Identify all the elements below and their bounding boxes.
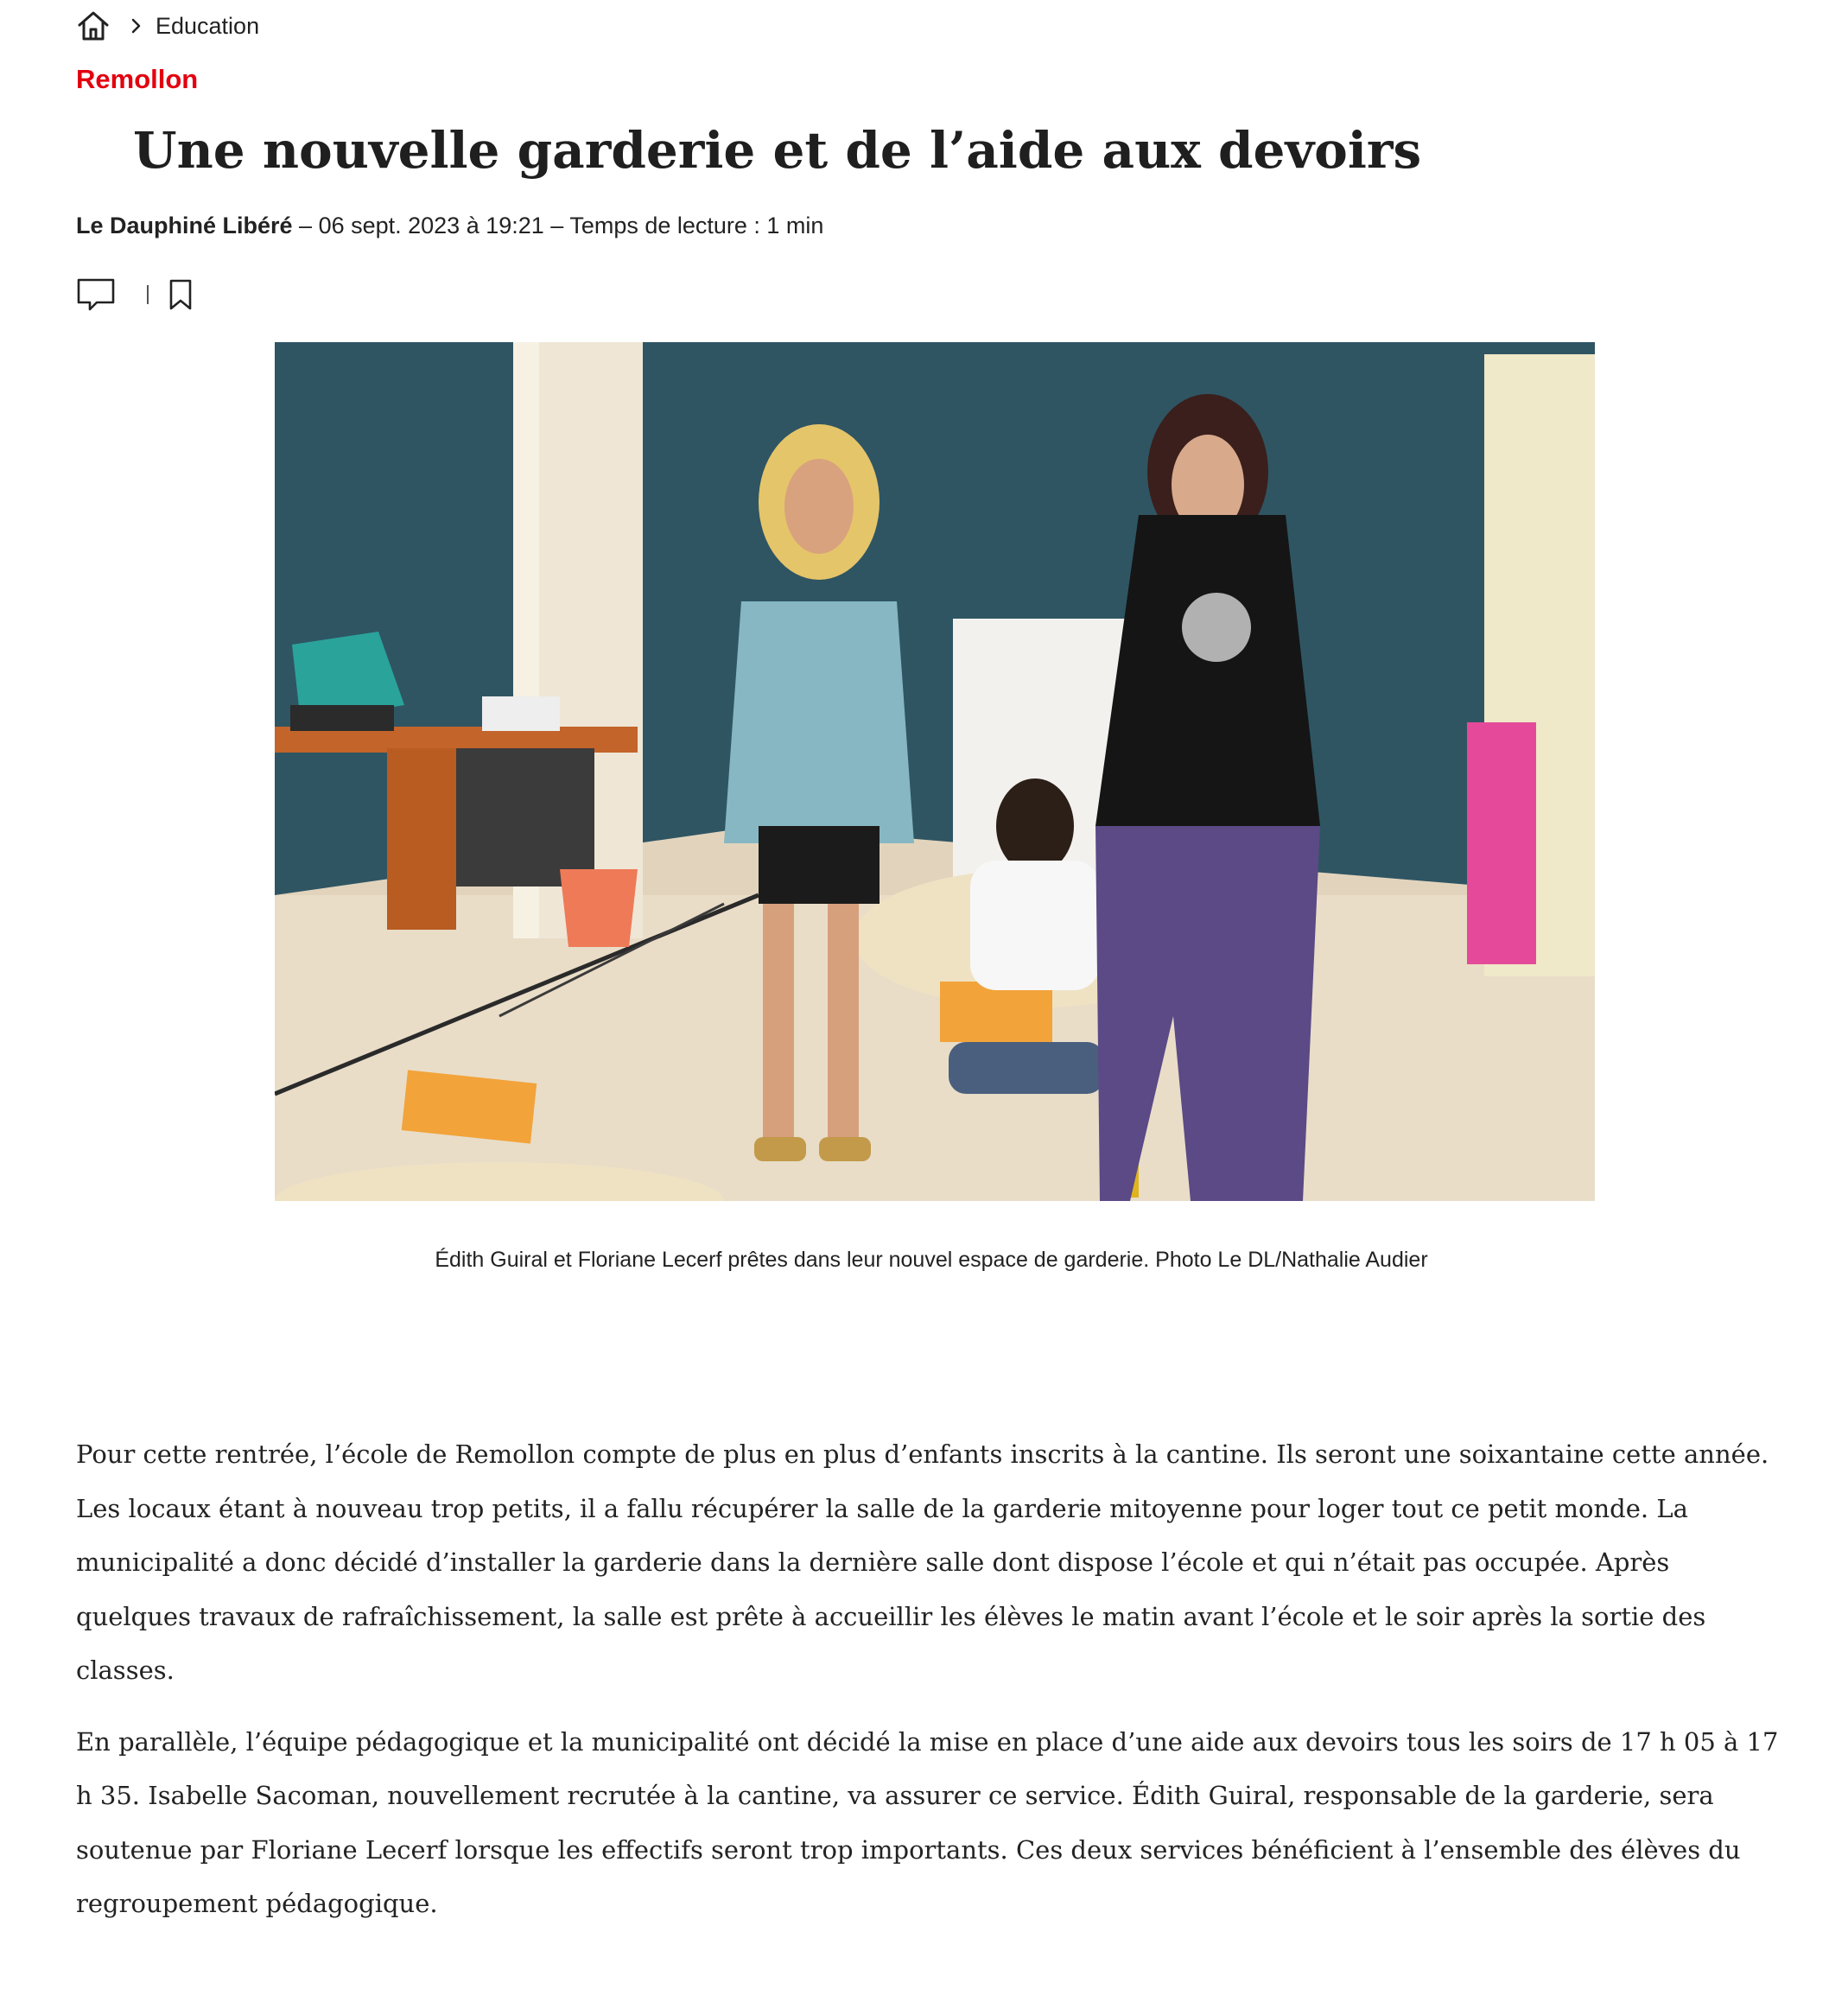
chevron-right-icon	[126, 16, 145, 35]
home-icon[interactable]	[76, 9, 111, 43]
article-title: Une nouvelle garderie et de l’aide aux devoirs	[133, 121, 1422, 180]
actions-divider	[147, 285, 149, 304]
paragraph: Pour cette rentrée, l’école de Remollon compte de plus en plus d’enfants inscrits à la cantine. Ils seront une soixantaine cette année. Les locaux étant à nouveau trop petits, il a fallu récupérer la salle de la garderie mitoyenne pour loger tout ce petit monde. La municipalité a donc décidé d’installer la garderie dans la dernière salle dont dispose l’école et qui n’était pas occupée. Après quelques travaux de rafraîchissement, la salle est prête à accueillir les élèves le matin avant l’école et le soir après la sortie des classes.	[76, 1439, 1769, 1685]
article-actions	[76, 275, 194, 315]
article-kicker[interactable]: Remollon	[76, 64, 199, 94]
breadcrumb	[76, 7, 259, 45]
article-body	[76, 1427, 1787, 1948]
bookmark-icon[interactable]	[168, 278, 194, 311]
byline-meta: – 06 sept. 2023 à 19:21 – Temps de lecture : 1 min	[292, 213, 824, 238]
breadcrumb-section[interactable]: Education	[156, 12, 260, 39]
paragraph: En parallèle, l’équipe pédagogique et la municipalité ont décidé la mise en place d’une aide aux devoirs tous les soirs de 17 h 05 à 17 h 35. Isabelle Sacoman, nouvellement recrutée à la cantine, va assurer ce service. Édith Guiral, responsable de la garderie, sera soutenue par Floriane Lecerf lorsque les effectifs seront trop importants. Ces deux services bénéficient à l’ensemble des élèves du regroupement pédagogique.	[76, 1726, 1779, 1918]
photo-illustration	[275, 342, 1595, 1201]
photo-caption: Édith Guiral et Floriane Lecerf prêtes dans leur nouvel espace de garderie. Photo Le DL/Nathalie Audier	[435, 1248, 1428, 1272]
byline-source: Le Dauphiné Libéré	[76, 213, 293, 238]
article-photo	[275, 342, 1595, 1201]
comment-icon[interactable]	[76, 277, 116, 312]
article-byline	[76, 213, 823, 239]
